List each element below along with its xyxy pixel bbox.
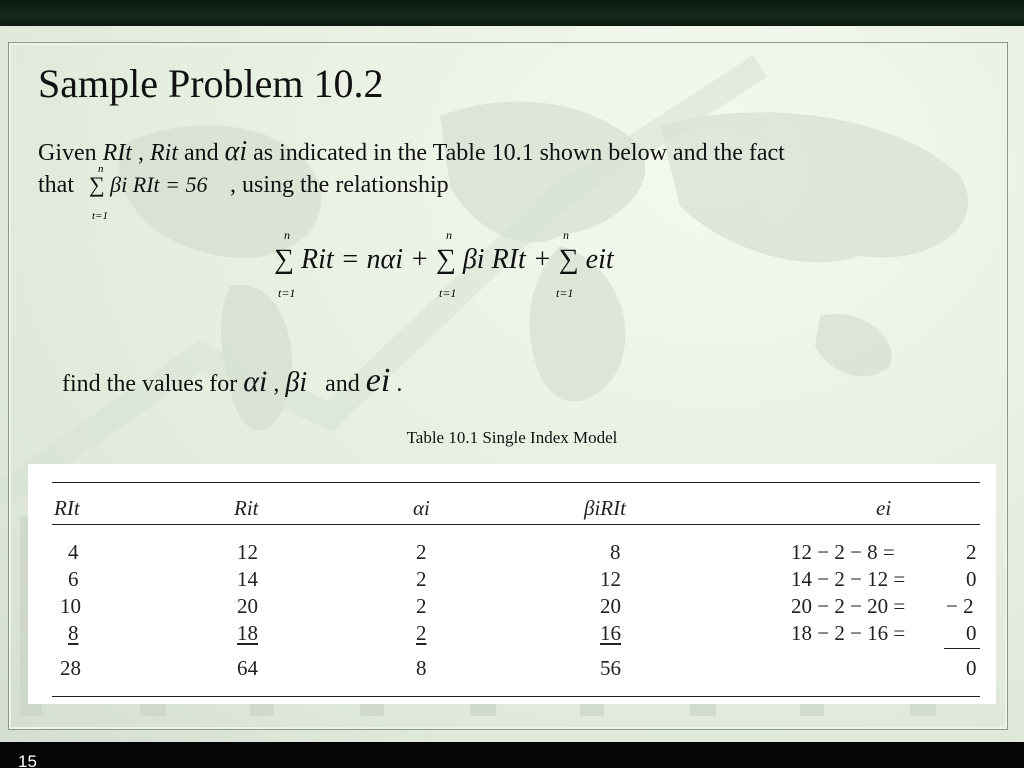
total-rIt: 28 [60,656,81,680]
table-cell: 10 [60,594,81,618]
eq-sum-top-1: n [284,228,290,242]
table-caption: Table 10.1 Single Index Model [406,428,618,447]
header-alpha: αi [413,496,430,520]
table-rule-top [52,482,980,483]
slide-number: 15 [18,752,37,768]
table-cell: 14 − 2 − 12 = [791,567,906,591]
e-total-rule [944,648,980,649]
e-symbol: ei [365,362,391,399]
eq-sum-bottom-2: t=1 [439,286,457,300]
table-cell: 2 [966,540,977,564]
fact-sum-expression: ∑ βi RIt = 56 [89,172,208,197]
index-model-equation: ∑ Rit = nαi + ∑ βi RIt + ∑ eit [274,244,614,275]
single-index-table [28,464,996,704]
table-cell: 4 [68,540,79,564]
total-e: 0 [966,656,977,680]
beta-symbol: βi [285,367,308,398]
alpha-i-symbol: αi [224,136,248,167]
rit-var: Rit [149,140,178,166]
bottom-bar [0,742,1024,768]
table-cell: 20 [237,594,258,618]
intro-rest-2: , using the relationship [230,172,449,198]
table-cell: 14 [237,567,258,591]
header-rit: Rit [234,496,259,520]
intro-rest-1: as indicated in the Table 10.1 shown below and the fact [253,140,785,166]
table-cell: 20 − 2 − 20 = [791,594,906,618]
total-rit: 64 [237,656,258,680]
header-beta-rIt: βiRIt [584,496,626,520]
table-cell: 2 [416,594,427,618]
table-cell: 18 [237,621,258,645]
intro-line-2 [38,172,74,199]
eq-sum-top-3: n [563,228,569,242]
table-cell: 2 [416,621,427,645]
table-cell: 12 [600,567,621,591]
intro-line-1 [38,136,785,168]
table-rule-bottom [52,696,980,697]
table-cell: 18 − 2 − 16 = [791,621,906,645]
table-cell: 20 [600,594,621,618]
sum-bottom-index: t=1 [92,210,108,222]
find-line [62,362,402,400]
that-text: that [38,172,74,198]
header-e: ei [876,496,892,520]
table-cell: 16 [600,621,621,645]
table-cell: 12 [237,540,258,564]
total-beta-rIt: 56 [600,656,621,680]
table-cell: 8 [68,621,79,645]
find-and-text: and [325,371,360,397]
table-cell: 2 [416,540,427,564]
find-end: . [396,371,403,397]
slide-title: Sample Problem 10.2 [38,61,384,106]
and-text: and [183,140,219,166]
find-text: find the values for [62,371,238,397]
table-cell: − 2 [946,594,974,618]
table-cell: 6 [68,567,79,591]
given-text: Given [38,140,97,166]
rIt-var: RIt [102,140,132,166]
sum-top-n: n [98,163,104,175]
table-cell: 0 [966,567,977,591]
eq-sum-bottom-1: t=1 [278,286,296,300]
total-alpha: 8 [416,656,427,680]
table-cell: 2 [416,567,427,591]
alpha-symbol: αi [243,365,268,398]
comma-text: , [131,140,144,166]
table-cell: 0 [966,621,977,645]
eq-sum-bottom-3: t=1 [556,286,574,300]
top-bar [0,0,1024,26]
table-cell: 12 − 2 − 8 = [791,540,895,564]
header-rIt: RIt [54,496,80,520]
eq-sum-top-2: n [446,228,452,242]
table-cell: 8 [610,540,621,564]
table-rule-header [52,524,980,525]
find-separator: , [273,371,280,397]
